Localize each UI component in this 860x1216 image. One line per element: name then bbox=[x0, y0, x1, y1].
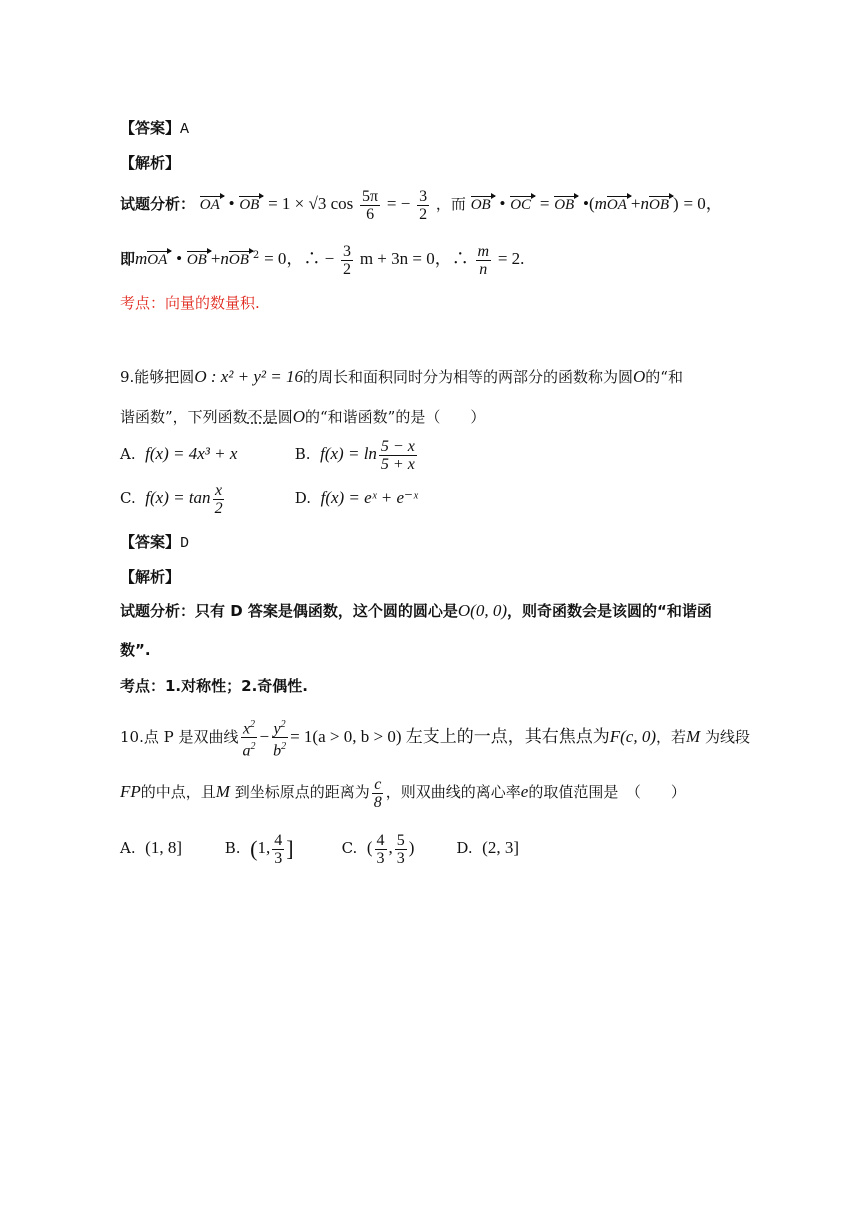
analysis-equation-2: 即mOA • OB +nOB $^2$ = 0，∴ − $\frac{3}{2}$ m + 3n = 0，∴ $\frac{m}{n}$ = 2. bbox=[120, 242, 525, 278]
eq1-mid: = 1 × √3 cos bbox=[268, 194, 354, 213]
q10-stem-1-tail: = 1(a > 0, b > 0) 左支上的一点，其右焦点为 bbox=[290, 726, 610, 746]
vector-OA: OA bbox=[200, 196, 224, 213]
q10-option-a-label: A. bbox=[120, 839, 136, 857]
vector-OB: OB bbox=[239, 196, 263, 213]
fraction-x2-a2: $\frac{x^2}{a^2}$ bbox=[241, 716, 258, 760]
vector-OB-3: OB bbox=[554, 196, 578, 213]
option-d-label: D. bbox=[294, 489, 312, 507]
q10-stem-1a: 10.点 P 是双曲线 bbox=[120, 727, 239, 746]
q10-option-b: B. (1, $\frac{4}{3}$ ] bbox=[224, 831, 294, 867]
q10-stem-2d: 的取值范围是 （ ） bbox=[528, 783, 686, 801]
fraction-5pi-6: $\frac{5\pi}{6}$ bbox=[362, 187, 379, 223]
eq1-tail: = 0， bbox=[683, 194, 723, 213]
q10-option-b-label: B. bbox=[224, 839, 241, 857]
option-b-label: B. bbox=[294, 445, 311, 463]
q9-options-ab bbox=[120, 434, 419, 474]
q10-option-a bbox=[120, 828, 220, 868]
q9-stem-line-2: 谐函数”，下列函数不是圆O的“和谐函数”的是（ ） bbox=[120, 407, 486, 426]
q9-analysis-line-1 bbox=[120, 601, 712, 621]
q9-stem-1c: 的“和 bbox=[645, 368, 683, 386]
fraction-3-2: $\frac{3}{2}$ bbox=[419, 187, 428, 223]
q9-stem-line-1: 9.能够把圆O : x² + y² = 16的周长和面积同时分为相等的两部分的函数称为圆O的“和 bbox=[120, 367, 683, 386]
q9-stem-1b: 的周长和面积同时分为相等的两部分的函数称为圆 bbox=[302, 368, 633, 386]
vector-OB-2: OB bbox=[471, 196, 495, 213]
vector-OC: OC bbox=[510, 196, 535, 213]
q9-analysis-1: 试题分析：只有 D 答案是偶函数，这个圆的圆心是 bbox=[120, 602, 458, 620]
answer-line-q8 bbox=[120, 118, 189, 140]
option-c-formula: f(x) = tan bbox=[145, 488, 211, 507]
answer-label-q9: 【答案】 bbox=[120, 533, 181, 551]
option-c-label: C. bbox=[120, 489, 136, 507]
analysis-intro: 试题分析： bbox=[120, 195, 196, 213]
q9-stem-2c: 圆 bbox=[277, 408, 293, 426]
q9-option-d bbox=[295, 478, 418, 518]
q10-focus: F(c, 0) bbox=[609, 726, 656, 746]
q10-stem-2a: 的中点，且 bbox=[140, 783, 216, 801]
q10-stem-2b: 到坐标原点的距离为 bbox=[234, 783, 370, 801]
q10-option-d bbox=[456, 828, 519, 868]
q10-stem-2c: ，则双曲线的离心率 bbox=[385, 783, 521, 801]
q10-stem-line-2: FP的中点，且M 到坐标原点的距离为 $\frac{c}{8}$ ，则双曲线的离心率e的取值范围是 （ ） bbox=[120, 775, 686, 811]
q9-options-cd bbox=[120, 478, 418, 518]
eq1-eq: = − bbox=[386, 194, 411, 213]
answer-value: A bbox=[180, 121, 190, 138]
option-a-label: A. bbox=[120, 445, 136, 463]
answer-line-q9 bbox=[120, 532, 189, 554]
eq1-sep: ，而 bbox=[435, 195, 466, 213]
answer-value-q9: D bbox=[180, 535, 190, 552]
fraction-3-2-b: $\frac{3}{2}$ bbox=[343, 242, 352, 278]
analysis-equation-1: 试题分析： OA • OB = 1 × √3 cos $\frac{5\pi}{6}$ = − $\frac{3}{2}$ ，而 OB • OC = OB •(mOA +nOB ) = 0， bbox=[120, 187, 723, 223]
vector-OA-3: OA bbox=[147, 251, 171, 268]
q10-option-c-label: C. bbox=[341, 839, 358, 857]
q9-analysis-math: O(0, 0) bbox=[457, 601, 508, 620]
vector-OB-6: OB bbox=[229, 251, 253, 268]
line2-end: = 2. bbox=[497, 249, 525, 268]
option-c-fraction: $\frac{x}{2}$ bbox=[214, 481, 223, 517]
option-d-formula: f(x) = eˣ + e⁻ˣ bbox=[320, 488, 418, 507]
vector-OB-5: OB bbox=[187, 251, 211, 268]
q10-option-d-label: D. bbox=[456, 839, 473, 857]
q9-analysis-1b: ，则奇函数会是该圆的“和谐函 bbox=[507, 602, 712, 620]
line2-mid2: m + 3n = 0，∴ bbox=[359, 249, 469, 268]
q10-option-c: C. ( $\frac{4}{3}$ , $\frac{5}{3}$ ) bbox=[341, 831, 415, 867]
q10-option-d-value: (2, 3] bbox=[482, 838, 519, 857]
q9-stem-2a: 谐函数”，下列函数 bbox=[120, 408, 248, 426]
line2-prefix: 即 bbox=[120, 250, 136, 268]
q10-stem-1c: 为线段 bbox=[704, 727, 750, 746]
q10-stem-1b: ，若 bbox=[656, 727, 687, 746]
q9-stem-not: 不是 bbox=[247, 408, 278, 426]
kaodian-q9: 考点：1.对称性；2.奇偶性. bbox=[120, 677, 308, 695]
vector-OB-4: OB bbox=[649, 196, 673, 213]
q9-option-c bbox=[120, 478, 290, 518]
option-b-formula: f(x) = ln bbox=[320, 444, 377, 463]
q10-option-a-value: (1, 8] bbox=[145, 838, 182, 857]
option-a-formula: f(x) = 4x³ + x bbox=[145, 444, 238, 463]
q9-analysis-line-2: 数”. bbox=[120, 641, 151, 659]
q9-option-a bbox=[120, 434, 290, 474]
circle-equation: O : x² + y² = 16 bbox=[194, 367, 303, 386]
q9-stem-1a: 9.能够把圆 bbox=[120, 368, 195, 386]
fraction-y2-b2: $\frac{y^2}{b^2}$ bbox=[271, 716, 288, 760]
analysis-label: 【解析】 bbox=[120, 154, 181, 172]
fraction-c-8: $\frac{c}{8}$ bbox=[373, 775, 382, 811]
q9-stem-2d: 的“和谐函数”的是（ ） bbox=[304, 408, 486, 426]
q10-options bbox=[120, 828, 519, 869]
q10-stem-line-1: 10.点 P 是双曲线 $\frac{x^2}{a^2}$ − $\frac{y^2}{b^2}$ = 1(a > 0, b > 0) 左支上的一点，其右焦点为F(c, 0)，若M 为线段 bbox=[120, 716, 750, 760]
option-b-fraction: $\frac{5 - x}{5 + x}$ bbox=[380, 437, 415, 473]
kaodian-q8: 考点：向量的数量积. bbox=[120, 294, 260, 312]
fraction-m-n: $\frac{m}{n}$ bbox=[477, 242, 490, 278]
q9-option-b bbox=[295, 434, 419, 474]
vector-OA-2: OA bbox=[607, 196, 631, 213]
line2-mid: = 0，∴ − bbox=[264, 249, 335, 268]
analysis-label-q9: 【解析】 bbox=[120, 568, 181, 586]
answer-label: 【答案】 bbox=[120, 119, 181, 137]
